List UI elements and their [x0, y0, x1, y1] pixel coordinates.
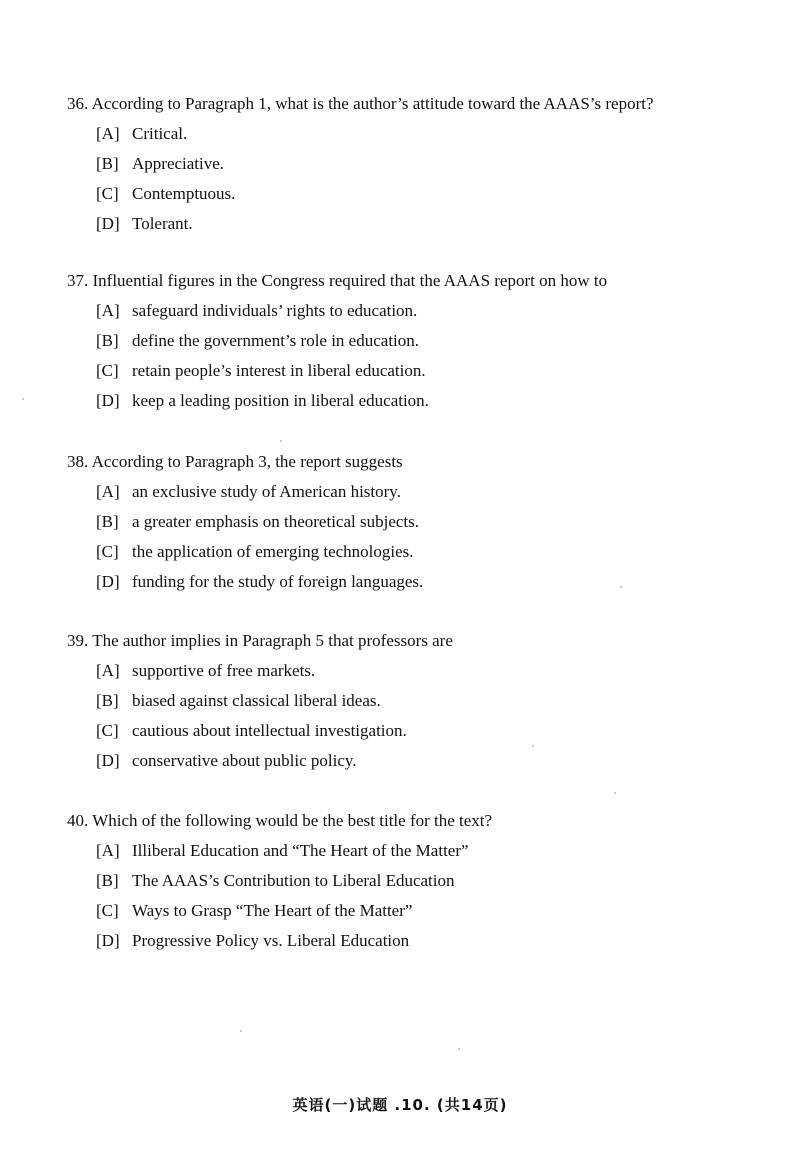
option-text: biased against classical liberal ideas. [132, 691, 381, 710]
question-37 [67, 266, 767, 416]
question-number: 37. [67, 271, 89, 290]
option-b [67, 686, 767, 716]
option-letter: [B] [96, 691, 119, 710]
option-c [67, 179, 767, 209]
option-a [67, 656, 767, 686]
question-stem [67, 89, 767, 119]
option-text: retain people’s interest in liberal education. [132, 361, 426, 380]
scan-speck [280, 440, 282, 442]
option-letter: [B] [96, 512, 119, 531]
option-letter: [C] [96, 361, 119, 380]
option-letter: [C] [96, 721, 119, 740]
option-text: supportive of free markets. [132, 661, 316, 680]
option-text: conservative about public policy. [132, 751, 357, 770]
option-letter: [A] [96, 301, 120, 320]
question-text: Which of the following would be the best title for the text? [92, 811, 493, 830]
option-letter: [D] [96, 931, 120, 950]
option-letter: [A] [96, 841, 120, 860]
option-letter: [A] [96, 124, 120, 143]
option-text: Ways to Grasp “The Heart of the Matter” [132, 901, 413, 920]
option-letter: [B] [96, 331, 119, 350]
option-d [67, 386, 767, 416]
option-text: Contemptuous. [132, 184, 236, 203]
option-d [67, 746, 767, 776]
option-a [67, 119, 767, 149]
option-c [67, 896, 767, 926]
question-text: According to Paragraph 3, the report suggests [91, 452, 403, 471]
option-letter: [D] [96, 751, 120, 770]
option-a [67, 477, 767, 507]
option-text: keep a leading position in liberal education. [132, 391, 429, 410]
option-text: Critical. [132, 124, 188, 143]
option-text: cautious about intellectual investigation. [132, 721, 407, 740]
option-c [67, 356, 767, 386]
question-40 [67, 806, 767, 956]
question-text: Influential figures in the Congress required that the AAAS report on how to [92, 271, 608, 290]
scan-speck [620, 586, 622, 588]
option-b [67, 326, 767, 356]
option-b [67, 507, 767, 537]
option-c [67, 716, 767, 746]
option-c [67, 537, 767, 567]
option-b [67, 866, 767, 896]
question-number: 36. [67, 94, 89, 113]
question-38 [67, 447, 767, 597]
scan-speck [614, 792, 616, 794]
option-text: Appreciative. [132, 154, 225, 173]
option-text: The AAAS’s Contribution to Liberal Education [132, 871, 455, 890]
question-number: 39. [67, 631, 89, 650]
page-footer: 英语(一)试题 .10. (共14页) [292, 1096, 508, 1114]
option-text: a greater emphasis on theoretical subjects. [132, 512, 419, 531]
question-text: According to Paragraph 1, what is the author’s attitude toward the AAAS’s report? [91, 94, 654, 113]
option-text: safeguard individuals’ rights to education. [132, 301, 418, 320]
question-text: The author implies in Paragraph 5 that professors are [92, 631, 453, 650]
question-stem [67, 266, 767, 296]
question-36 [67, 89, 767, 239]
scan-speck [532, 745, 534, 747]
option-d [67, 926, 767, 956]
question-number: 40. [67, 811, 89, 830]
option-a [67, 296, 767, 326]
option-letter: [C] [96, 184, 119, 203]
scan-speck [22, 398, 24, 400]
option-text: Progressive Policy vs. Liberal Education [132, 931, 410, 950]
question-39 [67, 626, 767, 776]
option-text: Illiberal Education and “The Heart of the Matter” [132, 841, 469, 860]
option-letter: [D] [96, 214, 120, 233]
option-d [67, 209, 767, 239]
option-text: the application of emerging technologies. [132, 542, 414, 561]
option-letter: [C] [96, 901, 119, 920]
question-stem [67, 447, 767, 477]
option-text: Tolerant. [132, 214, 193, 233]
question-stem [67, 806, 767, 836]
scan-speck [458, 1048, 460, 1050]
question-stem [67, 626, 767, 656]
scan-speck [240, 1030, 242, 1032]
option-letter: [A] [96, 661, 120, 680]
option-a [67, 836, 767, 866]
option-letter: [A] [96, 482, 120, 501]
option-text: funding for the study of foreign languages. [132, 572, 424, 591]
option-letter: [B] [96, 871, 119, 890]
option-d [67, 567, 767, 597]
option-text: an exclusive study of American history. [132, 482, 401, 501]
option-letter: [D] [96, 391, 120, 410]
option-letter: [B] [96, 154, 119, 173]
question-number: 38. [67, 452, 89, 471]
option-b [67, 149, 767, 179]
option-letter: [C] [96, 542, 119, 561]
option-letter: [D] [96, 572, 120, 591]
option-text: define the government’s role in education. [132, 331, 420, 350]
